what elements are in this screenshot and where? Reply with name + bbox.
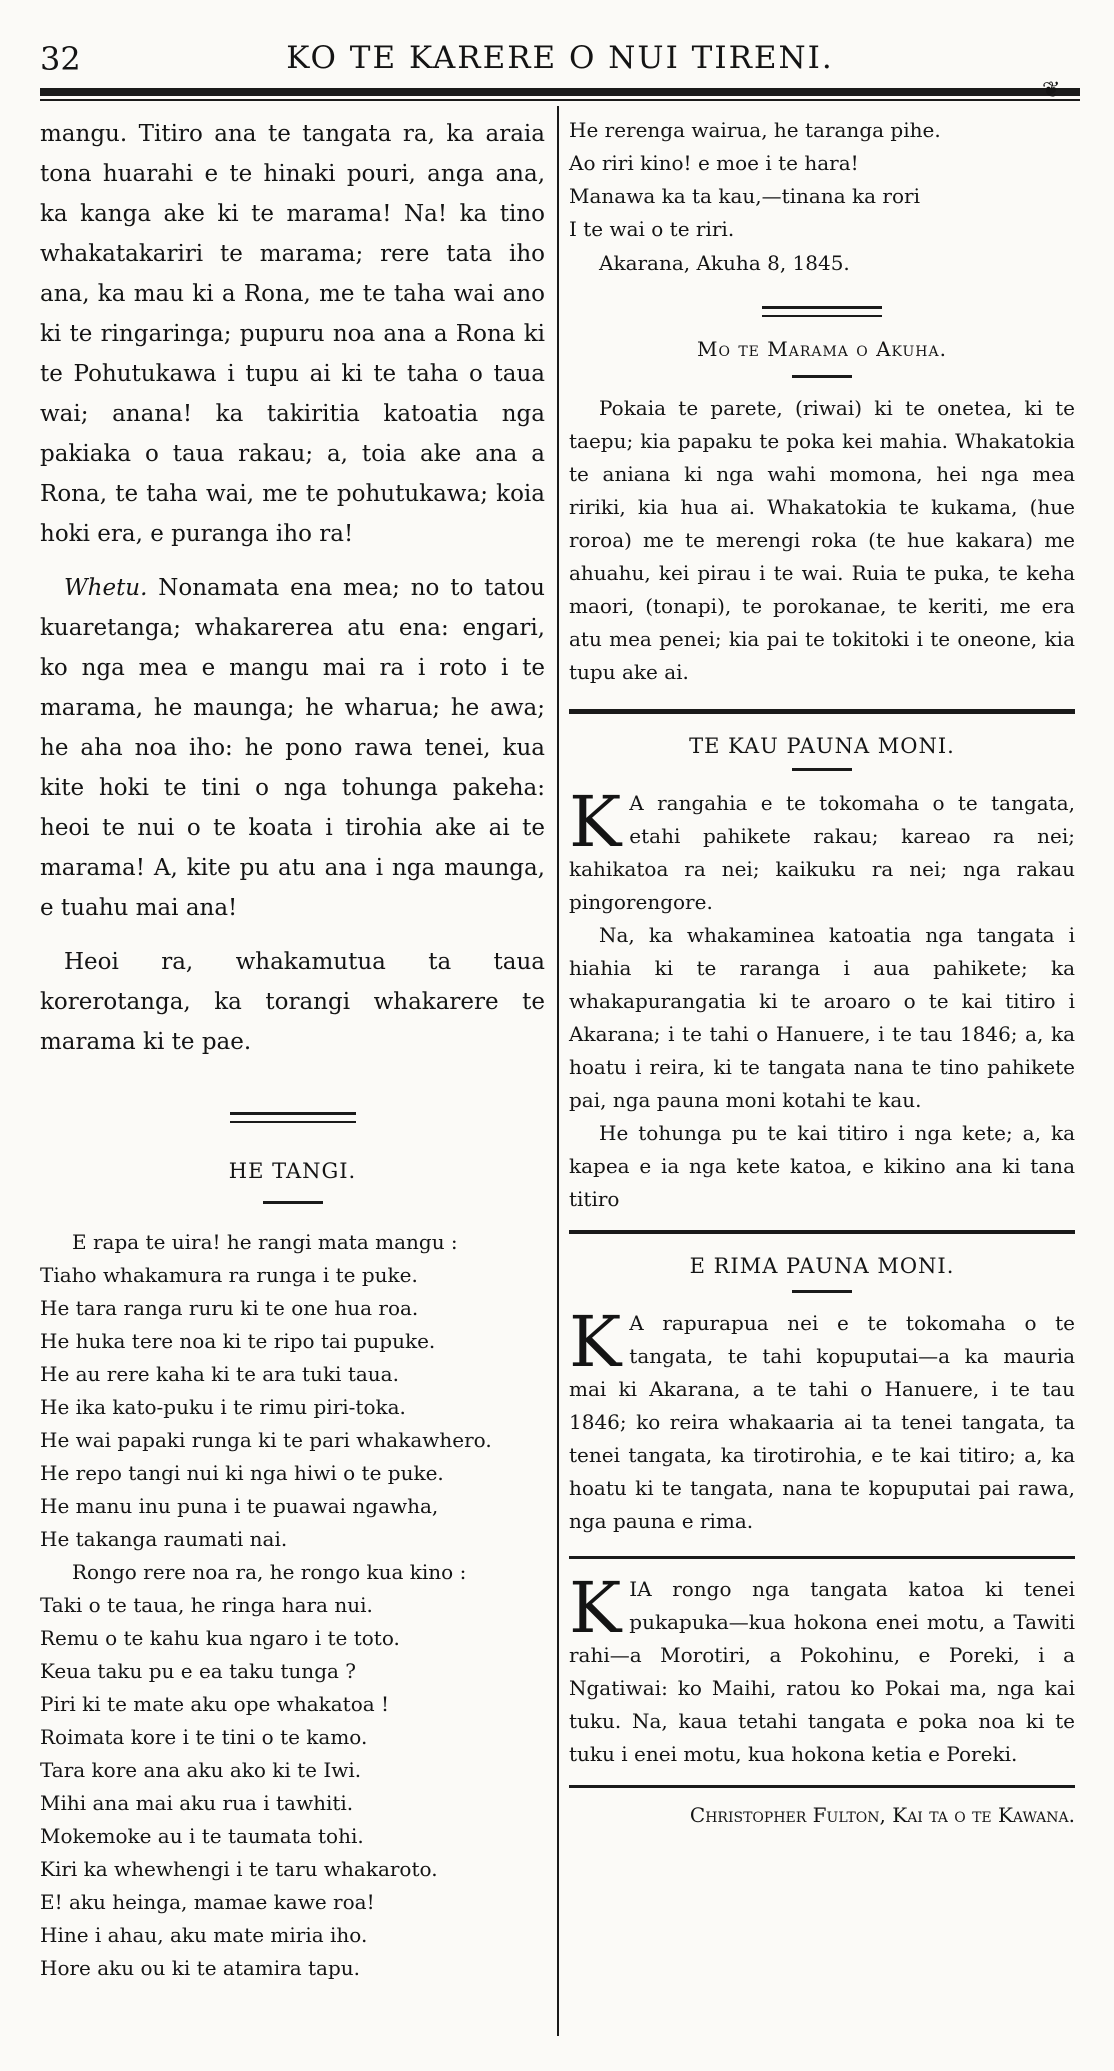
ad1-paragraph-3: He tohunga pu te kai titiro i nga kete; a, ka kapea e ia nga kete katoa, e kikino ana ki tana titiro <box>569 1121 1075 1211</box>
poem-line: He tara ranga ruru ki te one hua roa. <box>40 1296 419 1320</box>
left-paragraph-3: Heoi ra, whakamutua ta taua korerotanga, ka torangi whakarere te marama ki te pae. <box>40 949 545 1055</box>
poem-line: I te wai o te riri. <box>569 217 735 241</box>
poem-title: HE TANGI. <box>228 1159 357 1183</box>
header-rule-thin <box>40 99 1080 101</box>
ad1-paragraph-2: Na, ka whakaminea katoatia nga tangata i hiahia ki te raranga i aua pahikete; ka whakapurangatia ki te aroaro o te kai titiro i Akarana; i te tahi o Hanuere, i te tau 1846; a, ka hoatu i reira, ki te tangata nana te tino pahikete pai, nga pauna moni kotahi te kau. <box>569 923 1075 1112</box>
poem-line: Kiri ka whewhengi i te taru whakaroto. <box>40 1857 438 1881</box>
poem-line: Rongo rere noa ra, he rongo kua kino : <box>72 1560 467 1584</box>
poem-line: Piri ki te mate aku ope whakatoa ! <box>40 1692 390 1716</box>
poem-line: He repo tangi nui ki nga hiwi o te puke. <box>40 1461 444 1485</box>
poem-line: Hore aku ou ki te atamira tapu. <box>40 1956 360 1980</box>
section-double-rule <box>230 1112 356 1123</box>
page-title: KO TE KARERE O NUI TIRENI. <box>286 40 834 76</box>
poem-line: Ao riri kino! e moe i te hara! <box>569 151 859 175</box>
poem-line: E rapa te uira! he rangi mata mangu : <box>72 1230 458 1254</box>
left-paragraph-1: mangu. Titiro ana te tangata ra, ka araia tona huarahi e te hinaki pouri, anga ana, ka kanga ake ki te marama! Na! ka tino whakatakariri te marama; rere tata iho ana, ka mau ki a Rona, me te taha wai ano ki te ringaringa; pupuru noa ana a Rona ki te Pohutukawa i tupu ai ki te taha o taua wai; anana! ka takiritia katoatia nga pakiaka o taua rakau; a, toia ake ana a Rona, te taha wai, me te pohutukawa; koia hoki era, e puranga iho ra! <box>40 121 545 547</box>
ad3-paragraph-text: IA rongo nga tangata katoa ki tenei pukapuka—kua hokona enei motu, a Tawiti rahi—a Morotiri, a Pokohinu, e Poreki, i a Ngatiwai: ko Maihi, ratou ko Pokai ma, nga kai tuku. Na, kaua tetahi tangata e poka noa ki te tuku i enei motu, kua hokona ketia e Poreki. <box>569 1577 1075 1766</box>
poem-continuation <box>569 114 1075 246</box>
right-column <box>569 114 1075 1832</box>
poem-line: Manawa ka ta kau,—tinana ka rori <box>569 184 920 208</box>
poem-line: He ika kato-puku i te rimu piri-toka. <box>40 1395 406 1419</box>
left-column <box>40 114 545 1985</box>
ad2-paragraph <box>569 1301 1075 1538</box>
ad1-dropcap: K <box>569 781 622 863</box>
ad2-dropcap: K <box>569 1301 622 1383</box>
garden-text: Pokaia te parete, (riwai) ki te onetea, ki te taepu; kia papaku te poka kei mahia. Whakatokia te aniana ki nga wahi momona, hei nga mea ririki, kia hua ai. Whakatokia te kukama, (hue roroa) me te merengi roka (te hue kakara) me ahuahu, kei pirau i te wai. Ruia te puka, te keha maori, (tonapi), te porokanae, te keriti, me era atu mea penei; kia pai te tokitoki i te oneone, kia tupu ake ai. <box>569 396 1075 684</box>
printer-signature: Christopher Fulton, Kai ta o te Kawana. <box>689 1803 1075 1827</box>
ornament-icon: ❦ <box>1042 78 1061 103</box>
poem-line: E! aku heinga, mamae kawe roa! <box>40 1890 375 1914</box>
dateline: Akarana, Akuha 8, 1845. <box>599 251 850 275</box>
poem-line: He takanga raumati nai. <box>40 1527 288 1551</box>
page-number: 32 <box>40 40 81 78</box>
poem-line: Mihi ana mai aku rua i tawhiti. <box>40 1791 354 1815</box>
left-paragraph-2-text: Nonamata ena mea; no to tatou kuaretanga; whakarerea atu ena: engari, ko nga mea e mangu mai ra i roto i te marama, he maunga; he wharua; he awa; he aha noa iho: he pono rawa tenei, kua kite hoki te tini o nga tohunga pakeha: heoi te nui o te koata i tirohia ake ai te marama! A, kite pu atu ana i nga maunga, e tuahu mai ana! <box>40 575 545 921</box>
section-double-rule <box>762 306 882 317</box>
left-paragraph-2 <box>40 568 545 928</box>
poem-line: Tara kore ana aku ako ki te Iwi. <box>40 1758 362 1782</box>
ad2-title: E RIMA PAUNA MONI. <box>689 1254 955 1278</box>
ad3-paragraph <box>569 1567 1075 1771</box>
poem-line: Hine i ahau, aku mate miria iho. <box>40 1923 368 1947</box>
whetu-lead: Whetu. <box>64 575 148 601</box>
ad3-dropcap: K <box>569 1567 622 1649</box>
poem-line: He huka tere noa ki te ripo tai pupuke. <box>40 1329 436 1353</box>
ad1-paragraph-1 <box>569 781 1075 919</box>
poem-line: He au rere kaha ki te ara tuki taua. <box>40 1362 399 1386</box>
poem-line: He manu inu puna i te puawai ngawha, <box>40 1494 439 1518</box>
page-header <box>40 40 1080 84</box>
column-divider <box>557 106 559 2036</box>
poem-line: He rerenga wairua, he taranga pihe. <box>569 118 941 142</box>
poem-line: Mokemoke au i te taumata tohi. <box>40 1824 364 1848</box>
poem-line: Tiaho whakamura ra runga i te puke. <box>40 1263 418 1287</box>
poem-line: Keua taku pu e ea taku tunga ? <box>40 1659 356 1683</box>
poem-line: He wai papaki runga ki te pari whakawhero. <box>40 1428 492 1452</box>
garden-title: Mo te Marama o Akuha. <box>697 337 947 361</box>
ad2-paragraph-text: A rapurapua nei e te tokomaha o te tangata, te tahi kopuputai—a ka mauria mai ki Akarana, a te tahi o Hanuere, i te tau 1846; ko reira whakaaria ai ta tenei tangata, ta tenei tangata, ka tirotirohia, e te kai titiro; a, ka hoatu ki te tangata, nana te kopuputai pai rawa, nga pauna e rima. <box>569 1311 1075 1533</box>
ad1-title: TE KAU PAUNA MONI. <box>689 734 955 758</box>
poem-line: Remu o te kahu kua ngaro i te toto. <box>40 1626 400 1650</box>
poem-line: Taki o te taua, he ringa hara nui. <box>40 1593 373 1617</box>
poem-line: Roimata kore i te tini o te kamo. <box>40 1725 368 1749</box>
ad1-paragraph-1-text: A rangahia e te tokomaha o te tangata, etahi pahikete rakau; kareao ra nei; kahikatoa ra nei; kaikuku ra nei; nga rakau pingorengore. <box>569 791 1075 914</box>
poem-he-tangi <box>40 1226 545 1985</box>
header-rule-thick <box>40 88 1080 96</box>
